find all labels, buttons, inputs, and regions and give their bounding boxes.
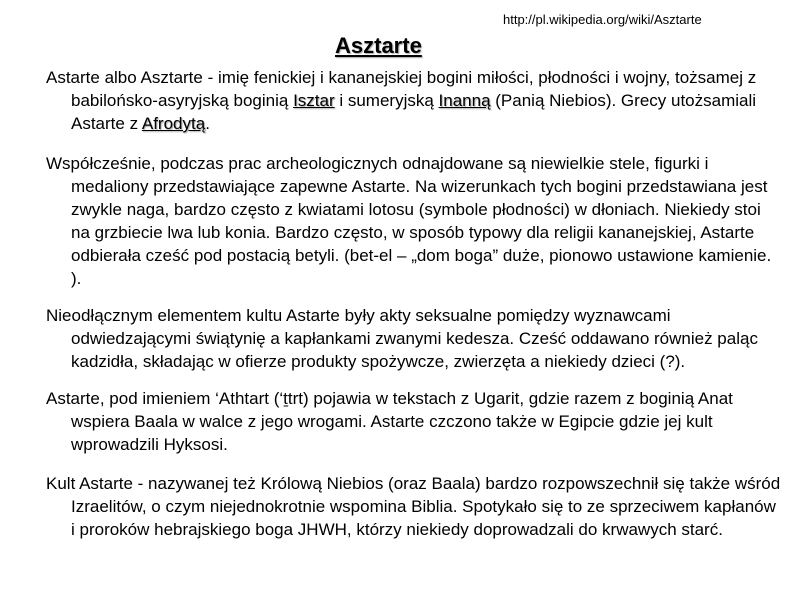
paragraph-cult: Nieodłącznym elementem kultu Astarte były akty seksualne pomiędzy wyznawcami odwiedzającymi świątynię a kapłankami zwanymi kedesza. Cześć oddawano również paląc kadzidła, składając w ofierze produkty spożywcze, zwierzęta a niekiedy dzieci (?). <box>46 306 758 371</box>
paragraph-definition <box>46 66 781 135</box>
paragraph-text: . <box>205 114 210 133</box>
paragraph-text: Astarte albo Asztarte - imię fenickiej i kananejskiej bogini miłości, płodności i wojny, tożsamej z babilońsko-asyryjską boginią <box>46 68 757 110</box>
link-inanna[interactable]: Inanną <box>438 91 491 110</box>
slide-title: Asztarte <box>335 33 422 58</box>
paragraph-text: (Panią Niebios). Grecy utożsamiali Astarte z <box>71 91 757 133</box>
paragraph-ugarit: Astarte, pod imieniem ‘Athtart (‘ṯtrt) pojawia w tekstach z Ugarit, gdzie razem z boginią Anat wspiera Baala w walce z jego wrogami. Astarte czczono także w Egipcie gdzie jej kult wprowadzili Hyksosi. <box>46 389 733 454</box>
link-afrodyta[interactable]: Afrodytą <box>141 114 206 133</box>
paragraph-israel: Kult Astarte - nazywanej też Królową Niebios (oraz Baala) bardzo rozpowszechnił się także wśród Izraelitów, o czym niejednokrotnie wspomina Biblia. Spotykało się to ze sprzeciwem kapłanów i proroków hebrajskiego boga JHWH, którzy niekiedy doprowadzali do krwawych starć. <box>46 474 781 539</box>
paragraph-archaeology: Współcześnie, podczas prac archeologicznych odnajdowane są niewielkie stele, figurki i medaliony przedstawiające zapewne Astarte. Na wizerunkach tych bogini przedstawiana jest zwykle naga, bardzo często z kwiatami lotosu (symbole płodności) w dłoniach. Niekiedy stoi na grzbiecie lwa lub konia. Bardzo często, w sposób typowy dla religii kananejskiej, Astarte odbierała cześć pod postacią betyli. (bet-el – „dom boga” duże, pionowo ustawione kamienie. ). <box>46 154 772 288</box>
source-url[interactable]: http://pl.wikipedia.org/wiki/Asztarte <box>503 12 702 27</box>
link-isztar[interactable]: Isztar <box>293 91 335 110</box>
paragraph-text: i sumeryjską <box>334 91 439 110</box>
slide-body <box>46 66 781 541</box>
